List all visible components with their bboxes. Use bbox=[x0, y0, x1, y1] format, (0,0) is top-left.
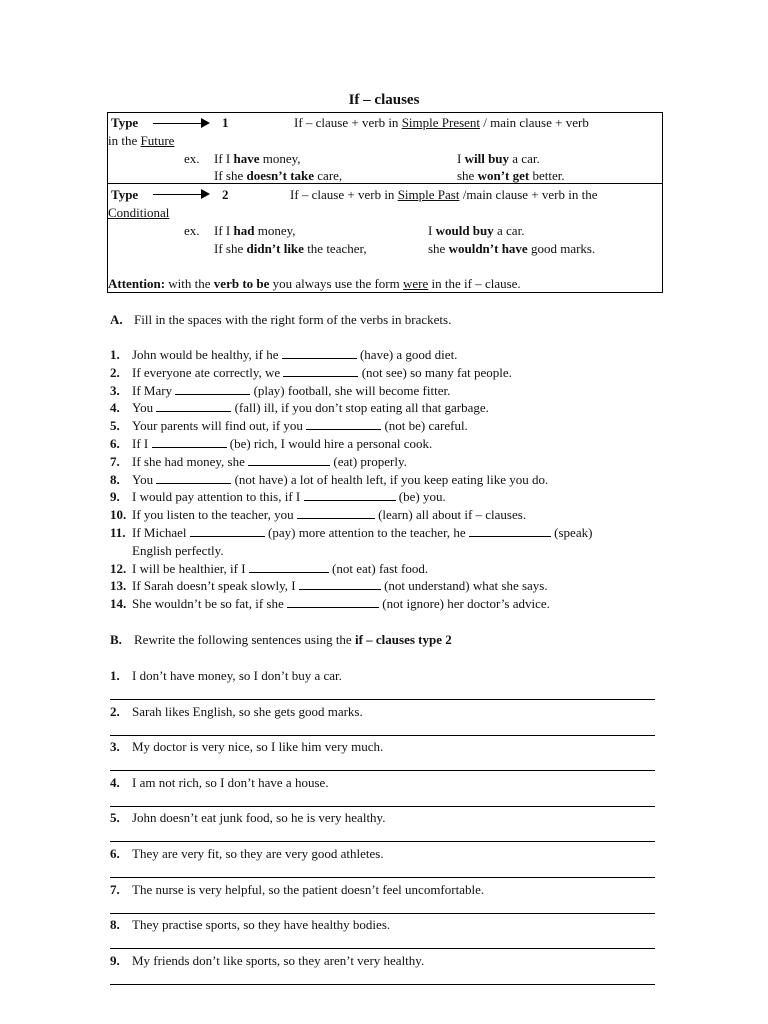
item-text: John doesn’t eat junk food, so he is very healthy. bbox=[132, 810, 386, 826]
exercise-a-item bbox=[110, 347, 457, 363]
item-number: 4. bbox=[110, 400, 120, 416]
item-text: The nurse is very helpful, so the patient doesn’t feel uncomfortable. bbox=[132, 881, 485, 897]
answer-blank[interactable] bbox=[297, 507, 375, 519]
type2-rule: If – clause + verb in Simple Past /main clause + verb in the bbox=[290, 187, 598, 202]
item-text: (not ignore) her doctor’s advice. bbox=[379, 596, 550, 612]
item-number: 5. bbox=[110, 810, 120, 826]
exercise-b-item bbox=[110, 668, 342, 684]
exercise-a-item bbox=[110, 596, 550, 612]
exercise-a-item bbox=[110, 436, 432, 452]
item-text: (speak) bbox=[550, 525, 593, 540]
answer-line[interactable] bbox=[110, 806, 655, 807]
exercise-a-item bbox=[110, 525, 592, 541]
answer-blank[interactable] bbox=[287, 596, 379, 608]
item-text: (not understand) what she says. bbox=[380, 578, 548, 594]
type2-ex-label: ex. bbox=[184, 223, 200, 238]
type2-rule-box bbox=[107, 183, 663, 293]
answer-line[interactable] bbox=[110, 984, 655, 985]
item-text: (not eat) fast food. bbox=[328, 560, 429, 576]
item-text: John would be healthy, if he bbox=[132, 347, 282, 362]
exercise-b-item bbox=[110, 739, 383, 755]
type1-ex1-if: If I have money, bbox=[214, 151, 301, 166]
item-text: (have) a good diet. bbox=[356, 347, 458, 362]
type2-ex2-if: If she didn’t like the teacher, bbox=[214, 241, 367, 256]
item-text: I don’t have money, so I don’t buy a car. bbox=[132, 668, 342, 683]
exercise-b-item bbox=[110, 810, 385, 826]
item-number: 7. bbox=[110, 881, 120, 897]
type1-label: Type bbox=[111, 115, 139, 130]
exercise-b-item bbox=[110, 953, 424, 969]
item-text: If Mary bbox=[132, 382, 176, 398]
exercise-a-item bbox=[110, 561, 428, 577]
section-b-letter: B. bbox=[110, 632, 122, 647]
item-number: 8. bbox=[110, 917, 120, 933]
section-a-instruction: Fill in the spaces with the right form of the verbs in brackets. bbox=[134, 312, 452, 327]
item-text: (learn) all about if – clauses. bbox=[374, 507, 527, 523]
item-text: If everyone ate correctly, we bbox=[132, 364, 284, 380]
answer-line[interactable] bbox=[110, 770, 655, 771]
item-text: (not see) so many fat people. bbox=[358, 364, 512, 380]
answer-line[interactable] bbox=[110, 913, 655, 914]
exercise-a-item bbox=[110, 418, 468, 434]
item-text: My doctor is very nice, so I like him very much. bbox=[132, 739, 384, 755]
answer-blank[interactable] bbox=[248, 454, 330, 466]
answer-blank[interactable] bbox=[306, 418, 381, 430]
exercise-b-item bbox=[110, 917, 390, 933]
item-number: 6. bbox=[110, 436, 120, 451]
exercise-a-item bbox=[110, 383, 450, 399]
item-text: (play) football, she will become fitter. bbox=[250, 382, 451, 398]
exercise-b-item bbox=[110, 846, 384, 862]
exercise-b-item bbox=[110, 775, 329, 791]
answer-line[interactable] bbox=[110, 735, 655, 736]
answer-line[interactable] bbox=[110, 948, 655, 949]
item-number: 4. bbox=[110, 774, 120, 790]
answer-blank[interactable] bbox=[152, 436, 227, 448]
answer-blank[interactable] bbox=[190, 525, 265, 537]
arrow-right-icon bbox=[153, 123, 208, 124]
item-text: They are very fit, so they are very good athletes. bbox=[132, 846, 384, 861]
exercise-a-item bbox=[110, 365, 512, 381]
type1-ex2-main: she won’t get better. bbox=[457, 168, 565, 183]
item-text: She wouldn’t be so fat, if she bbox=[132, 596, 288, 612]
item-text: (eat) properly. bbox=[330, 453, 407, 469]
exercise-b-item bbox=[110, 882, 484, 898]
exercise-a-item bbox=[110, 507, 526, 523]
item-text: My friends don’t like sports, so they aren’t very healthy. bbox=[132, 952, 425, 968]
answer-blank[interactable] bbox=[304, 489, 396, 501]
type1-number: 1 bbox=[222, 115, 229, 130]
item-number: 9. bbox=[110, 489, 120, 505]
item-number: 12. bbox=[110, 560, 127, 576]
type1-rule: If – clause + verb in Simple Present / main clause + verb bbox=[294, 115, 589, 130]
item-text: English perfectly. bbox=[132, 542, 224, 558]
item-text: (be) you. bbox=[395, 489, 446, 505]
item-number: 2. bbox=[110, 364, 120, 380]
item-text: (not have) a lot of health left, if you keep eating like you do. bbox=[231, 471, 549, 487]
item-number: 6. bbox=[110, 846, 120, 861]
answer-blank[interactable] bbox=[299, 578, 381, 590]
exercise-a-item bbox=[110, 400, 489, 416]
type1-ex-label: ex. bbox=[184, 151, 200, 166]
answer-blank[interactable] bbox=[156, 472, 231, 484]
item-number: 11. bbox=[110, 525, 126, 540]
answer-blank[interactable] bbox=[156, 400, 231, 412]
item-number: 1. bbox=[110, 347, 120, 362]
exercise-a-item bbox=[110, 454, 407, 470]
type2-ex1-main: I would buy a car. bbox=[428, 223, 525, 238]
item-text: If Sarah doesn’t speak slowly, I bbox=[132, 578, 299, 594]
item-number: 13. bbox=[110, 578, 127, 594]
type1-ex1-main: I will buy a car. bbox=[457, 151, 540, 166]
item-text: You bbox=[132, 471, 157, 487]
item-number: 1. bbox=[110, 668, 120, 683]
answer-blank[interactable] bbox=[283, 365, 358, 377]
answer-line[interactable] bbox=[110, 877, 655, 878]
item-number: 3. bbox=[110, 382, 120, 398]
type2-number: 2 bbox=[222, 187, 229, 202]
attention-note: Attention: with the verb to be you always use the form were in the if – clause. bbox=[108, 276, 521, 291]
exercise-a-item bbox=[110, 543, 224, 559]
item-text: I would pay attention to this, if I bbox=[132, 489, 304, 505]
item-text: If I bbox=[132, 436, 152, 451]
item-text: Your parents will find out, if you bbox=[132, 418, 307, 434]
item-text: (fall) ill, if you don’t stop eating all that garbage. bbox=[231, 400, 489, 416]
item-text: They practise sports, so they have healthy bodies. bbox=[132, 917, 391, 933]
arrow-right-icon bbox=[153, 194, 208, 195]
exercise-a-item bbox=[110, 489, 446, 505]
type2-ex1-if: If I had money, bbox=[214, 223, 296, 238]
type2-conditional: Conditional bbox=[108, 205, 170, 220]
section-a-letter: A. bbox=[110, 312, 123, 327]
item-text: I am not rich, so I don’t have a house. bbox=[132, 774, 329, 790]
answer-line[interactable] bbox=[110, 699, 655, 700]
type1-rule-cont: in the Future bbox=[108, 133, 175, 148]
item-text: If Michael bbox=[132, 525, 190, 540]
item-number: 9. bbox=[110, 952, 120, 968]
item-text: If she had money, she bbox=[132, 453, 249, 469]
item-text: You bbox=[132, 400, 157, 416]
item-number: 2. bbox=[110, 703, 120, 719]
exercise-b-item bbox=[110, 704, 363, 720]
item-text: (be) rich, I would hire a personal cook. bbox=[226, 436, 433, 451]
item-number: 7. bbox=[110, 453, 120, 469]
type2-ex2-main: she wouldn’t have good marks. bbox=[428, 241, 596, 256]
answer-line[interactable] bbox=[110, 841, 655, 842]
item-number: 3. bbox=[110, 739, 120, 755]
item-text: (not be) careful. bbox=[381, 418, 468, 434]
type2-label: Type bbox=[111, 187, 139, 202]
answer-blank[interactable] bbox=[249, 561, 329, 573]
item-number: 10. bbox=[110, 507, 127, 523]
item-text: I will be healthier, if I bbox=[132, 560, 249, 576]
page-title: If – clauses bbox=[348, 92, 420, 108]
exercise-a-item bbox=[110, 472, 548, 488]
type1-ex2-if: If she doesn’t take care, bbox=[214, 168, 343, 183]
type1-rule-box bbox=[107, 112, 663, 184]
exercise-a-item bbox=[110, 578, 548, 594]
item-number: 14. bbox=[110, 596, 127, 612]
item-text: If you listen to the teacher, you bbox=[132, 507, 297, 523]
item-text: Sarah likes English, so she gets good marks. bbox=[132, 703, 363, 719]
section-b-instruction: Rewrite the following sentences using the if – clauses type 2 bbox=[134, 632, 452, 647]
answer-blank[interactable] bbox=[469, 525, 551, 537]
item-number: 5. bbox=[110, 418, 120, 434]
answer-blank[interactable] bbox=[282, 347, 357, 359]
item-number: 8. bbox=[110, 471, 120, 487]
answer-blank[interactable] bbox=[175, 383, 250, 395]
item-text: (pay) more attention to the teacher, he bbox=[264, 525, 469, 540]
